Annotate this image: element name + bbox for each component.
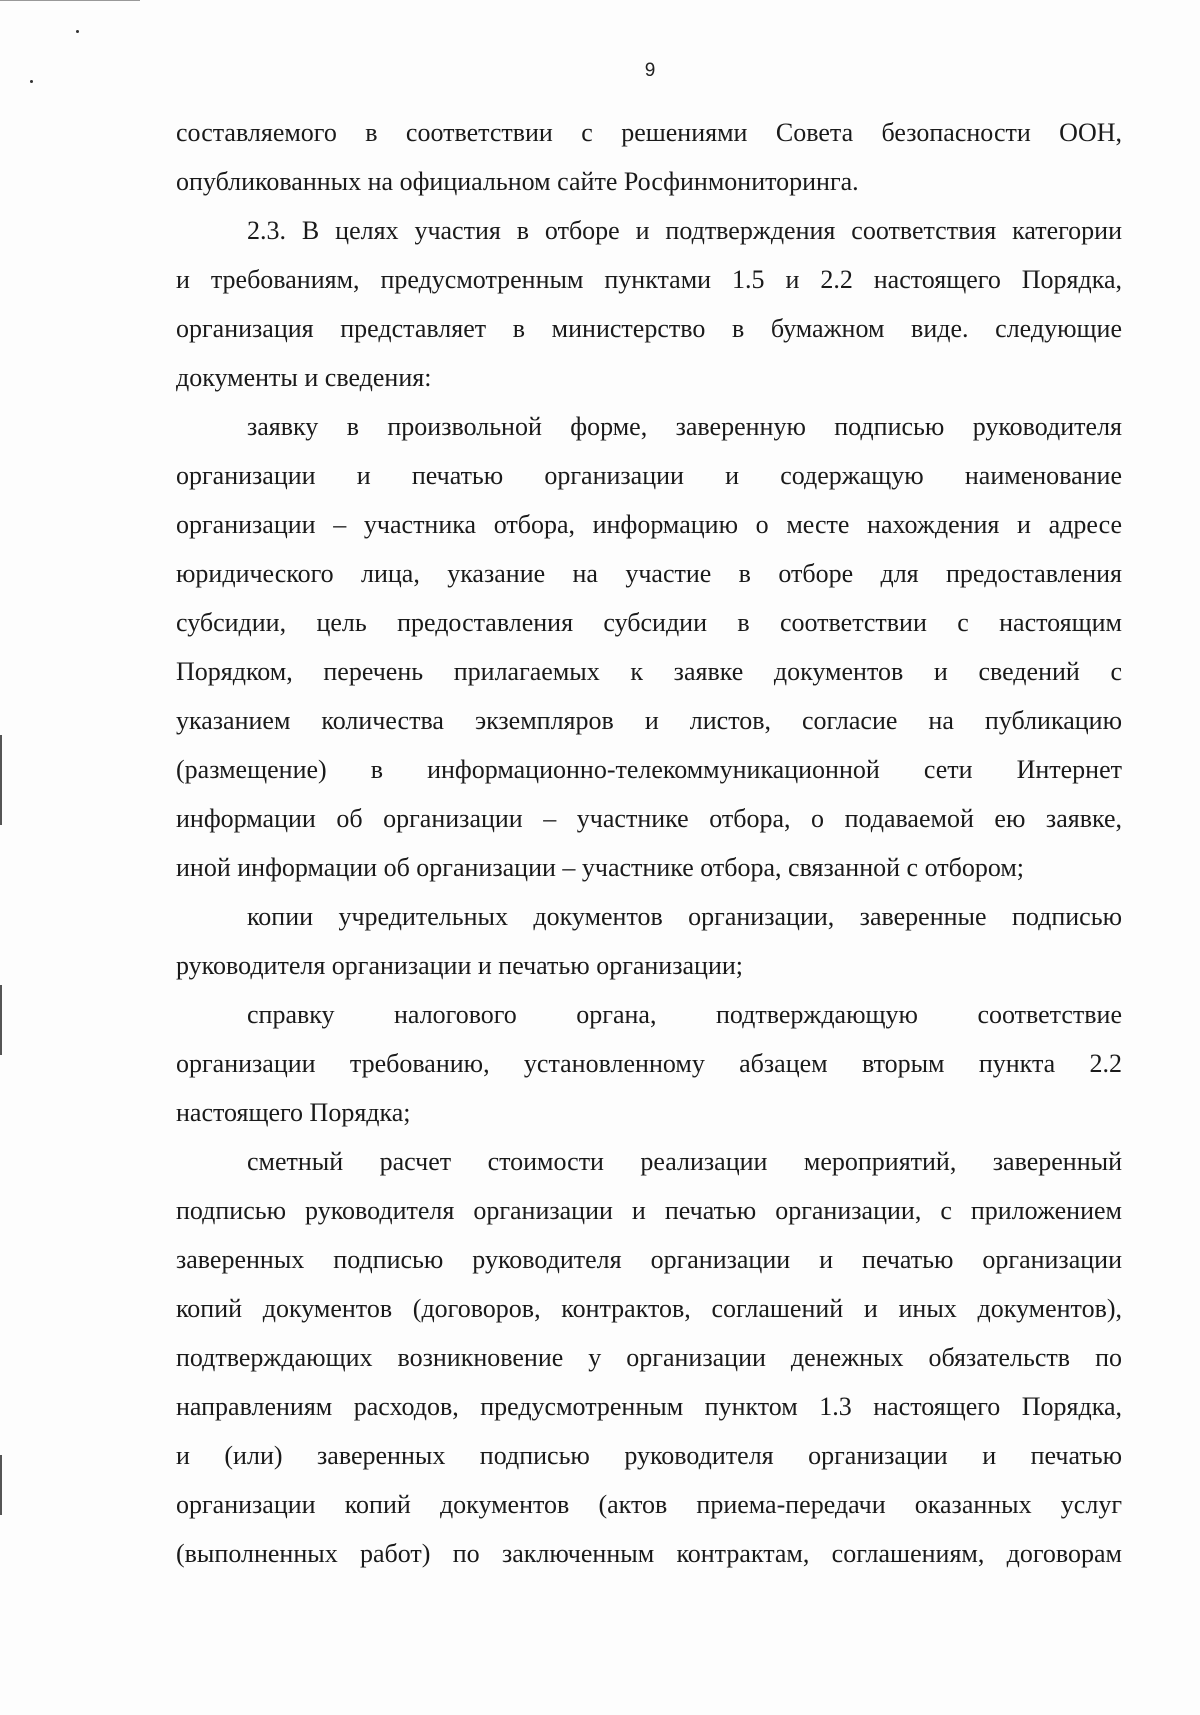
scan-speck <box>76 30 79 33</box>
text-line: (размещение) в информационно-телекоммуникационной сети Интернет <box>176 755 1122 784</box>
paragraph-p5 <box>176 990 1122 1137</box>
text-line: подтверждающих возникновение у организации денежных обязательств по <box>176 1343 1122 1372</box>
paragraph-p3 <box>176 402 1122 892</box>
text-line: опубликованных на официальном сайте Росфинмониторинга. <box>176 167 859 196</box>
text-line: сметный расчет стоимости реализации мероприятий, заверенный <box>247 1147 1122 1176</box>
text-line: направлениям расходов, предусмотренным пунктом 1.3 настоящего Порядка, <box>176 1392 1122 1421</box>
paragraph-p4 <box>176 892 1122 990</box>
text-line: и требованиям, предусмотренным пунктами 1.5 и 2.2 настоящего Порядка, <box>176 265 1122 294</box>
text-line: копии учредительных документов организации, заверенные подписью <box>247 902 1122 931</box>
paragraph-p1 <box>176 108 1122 206</box>
text-line: организация представляет в министерство в бумажном виде. следующие <box>176 314 1122 343</box>
scan-edge-mark <box>0 735 2 825</box>
text-line: организации копий документов (актов приема-передачи оказанных услуг <box>176 1490 1122 1519</box>
text-line: организации и печатью организации и содержащую наименование <box>176 461 1122 490</box>
text-line: и (или) заверенных подписью руководителя организации и печатью <box>176 1441 1122 1470</box>
text-line: указанием количества экземпляров и листов, согласие на публикацию <box>176 706 1122 735</box>
text-line: информации об организации – участнике отбора, о подаваемой ею заявке, <box>176 804 1122 833</box>
text-line: субсидии, цель предоставления субсидии в соответствии с настоящим <box>176 608 1122 637</box>
text-line: документы и сведения: <box>176 363 432 392</box>
scan-edge-rule <box>0 0 140 1</box>
text-line: (выполненных работ) по заключенным контрактам, соглашениям, договорам <box>176 1539 1122 1568</box>
text-line: организации требованию, установленному абзацем вторым пункта 2.2 <box>176 1049 1122 1078</box>
text-line: заявку в произвольной форме, заверенную подписью руководителя <box>247 412 1122 441</box>
text-line: составляемого в соответствии с решениями Совета безопасности ООН, <box>176 118 1122 147</box>
text-line: копий документов (договоров, контрактов, соглашений и иных документов), <box>176 1294 1122 1323</box>
text-line: Порядком, перечень прилагаемых к заявке документов и сведений с <box>176 657 1122 686</box>
scan-edge-mark <box>0 1455 2 1515</box>
text-line: заверенных подписью руководителя организации и печатью организации <box>176 1245 1122 1274</box>
text-line: настоящего Порядка; <box>176 1098 411 1127</box>
text-line: справку налогового органа, подтверждающую соответствие <box>247 1000 1122 1029</box>
paragraph-p2 <box>176 206 1122 402</box>
paragraph-p6 <box>176 1137 1122 1578</box>
text-line: иной информации об организации – участнике отбора, связанной с отбором; <box>176 853 1025 882</box>
text-line: юридического лица, указание на участие в отборе для предоставления <box>176 559 1122 588</box>
document-body <box>176 108 1122 1578</box>
text-line: организации – участника отбора, информацию о месте нахождения и адресе <box>176 510 1122 539</box>
text-line: руководителя организации и печатью организации; <box>176 951 743 980</box>
scan-edge-mark <box>0 985 2 1055</box>
text-line: 2.3. В целях участия в отборе и подтверждения соответствия категории <box>247 216 1122 245</box>
page-number: 9 <box>644 60 656 81</box>
text-line: подписью руководителя организации и печатью организации, с приложением <box>176 1196 1122 1225</box>
